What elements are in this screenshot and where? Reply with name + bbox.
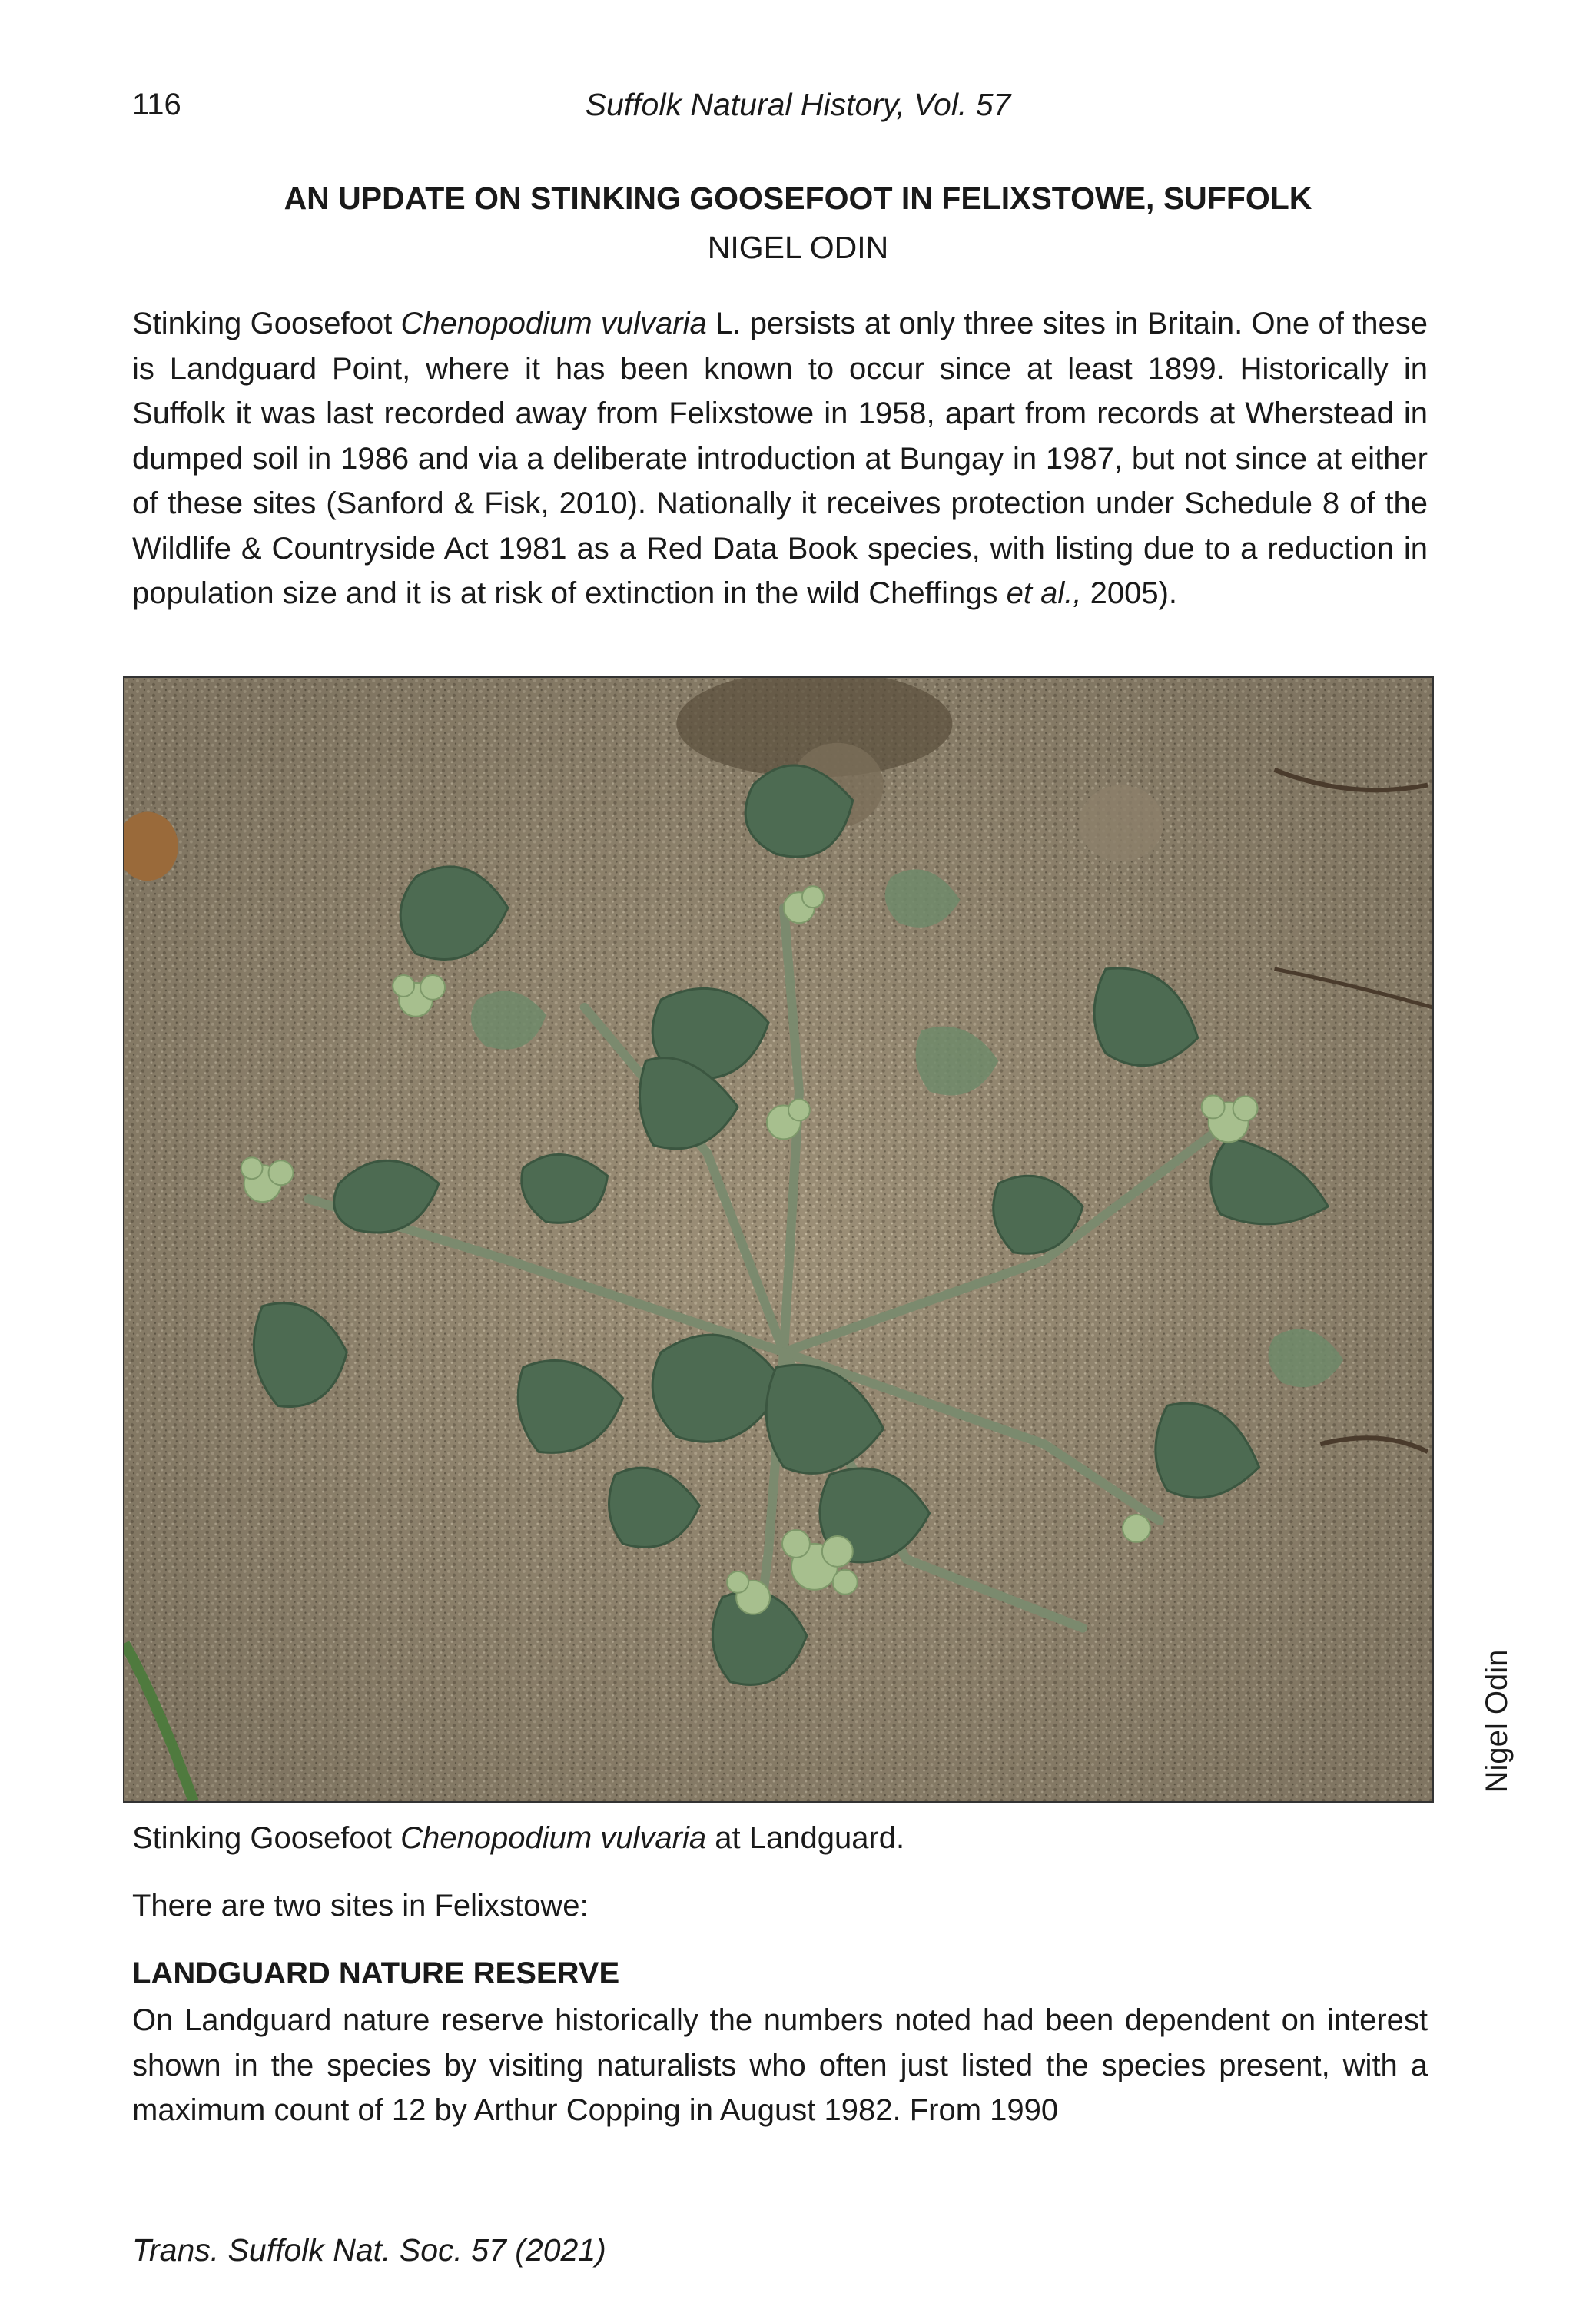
species-name-italic: Chenopodium vulvaria [400, 307, 707, 340]
para1-text-2: L. persists at only three sites in Britain. One of these is Landguard Point, where it has been known to occur since at least 1899. Historically in Suffolk it was last recorded away from Felixstowe in 1958, apart from records at Wherstead in dumped soil in 1986 and via a deliberate introduction at Bungay in 1987, but not since at either of these sites (Sanford & Fisk, 2010). Nationally it receives protection under Schedule 8 of the Wildlife & Countryside Act 1981 as a Red Data Book species, with listing due to a reduction in population size and it is at risk of extinction in the wild Cheffings [132, 307, 1428, 610]
caption-species-italic: Chenopodium vulvaria [400, 1821, 707, 1855]
photo-credit-text: Nigel Odin [1480, 1649, 1514, 1794]
article-author: NIGEL ODIN [707, 230, 889, 265]
photo-credit [1466, 1637, 1528, 1806]
caption-text-post: at Landguard. [706, 1821, 905, 1855]
figure-caption [132, 1818, 904, 1858]
footer-citation: Trans. Suffolk Nat. Soc. 57 (2021) [132, 2232, 606, 2268]
plant-photo-illustration [124, 678, 1432, 1801]
running-head: Suffolk Natural History, Vol. 57 [585, 87, 1011, 122]
para1-text-1: Stinking Goosefoot [132, 307, 401, 340]
intro-paragraph [132, 301, 1428, 616]
section-paragraph [132, 1998, 1428, 2133]
sites-intro-line: There are two sites in Felixstowe: [132, 1889, 589, 1923]
citation-italic: et al., [1006, 576, 1082, 610]
caption-text-pre: Stinking Goosefoot [132, 1821, 401, 1855]
article-title: AN UPDATE ON STINKING GOOSEFOOT IN FELIXSTOWE, SUFFOLK [284, 181, 1312, 216]
section-heading: LANDGUARD NATURE RESERVE [132, 1956, 620, 1990]
page-number: 116 [132, 88, 181, 121]
plant-photograph [123, 676, 1434, 1803]
para1-text-3: 2005). [1081, 576, 1178, 610]
section-paragraph-text: On Landguard nature reserve historically the numbers noted had been dependent on interest shown in the species by visiting naturalists who often just listed the species present, with a maximum count of 12 by Arthur Copping in August 1982. From 1990 [132, 2003, 1428, 2127]
